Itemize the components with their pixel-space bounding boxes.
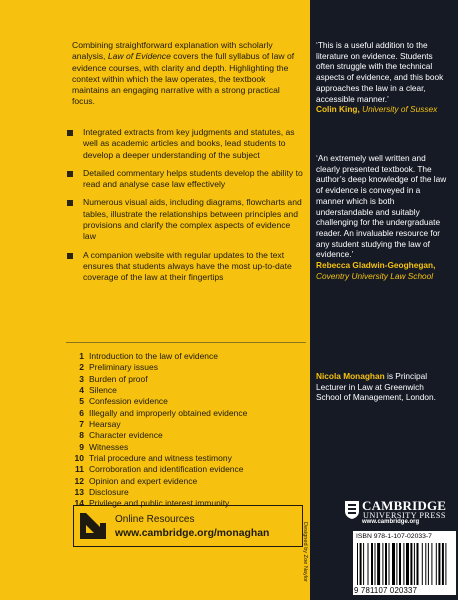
isbn-label: ISBN 978-1-107-02033-7	[356, 533, 432, 540]
barcode-digits: 9 781107 020337	[354, 586, 418, 595]
chapter-title: Introduction to the law of evidence	[89, 351, 218, 361]
review-quote	[316, 153, 450, 281]
chapter-number: 8	[79, 430, 84, 441]
table-of-contents	[70, 351, 306, 510]
online-resources-label: Online Resources	[115, 514, 195, 525]
contents-item	[70, 476, 306, 487]
feature-text: A companion website with regular updates to the text ensures that students always have the most up-to-date coverage of the law at their fingertips	[83, 249, 292, 283]
chapter-number: 11	[75, 464, 84, 475]
contents-item	[70, 396, 306, 407]
chapter-title: Burden of proof	[89, 373, 148, 384]
author-name: Nicola Monaghan	[316, 371, 385, 381]
feature-item	[66, 197, 304, 242]
chapter-title: Silence	[89, 385, 117, 396]
feature-item	[66, 168, 304, 191]
author-bio-text: is Principal Lecturer in Law at Greenwich School of Management, London.	[316, 371, 436, 403]
intro-text-1: Combining straightforward explanation with scholarly analysis,	[72, 40, 273, 62]
contents-item	[70, 430, 306, 441]
contents-item	[70, 385, 306, 396]
chapter-title: Disclosure	[89, 487, 129, 498]
chapter-title: Corroboration and identification evidence	[89, 464, 244, 475]
chapter-number: 5	[79, 396, 84, 407]
chapter-title: Character evidence	[89, 430, 163, 441]
contents-item	[70, 351, 306, 362]
chapter-number: 12	[74, 475, 84, 486]
reviewer-name: Colin King	[316, 104, 358, 115]
chapter-title: Illegally and improperly obtained evidence	[89, 407, 248, 418]
chapter-number: 9	[79, 441, 84, 452]
chapter-number: 7	[79, 419, 84, 430]
chapter-title: Opinion and expert evidence	[89, 475, 198, 486]
designer-credit: Designed by Zoe Naylor	[302, 522, 308, 583]
review-quote	[316, 40, 450, 115]
chapter-title: Privilege and public interest immunity	[89, 498, 230, 509]
chapter-title: Trial procedure and witness testimony	[89, 453, 232, 464]
review-text: ‘This is a useful addition to the literature on evidence. Students often struggle with the technical aspects of evidence, and this book approaches the law in a clear, accessible manner.’	[316, 40, 444, 104]
barcode-panel	[353, 531, 456, 595]
chapter-number: 2	[79, 362, 84, 373]
author-bio	[316, 371, 450, 403]
feature-item	[66, 250, 304, 284]
feature-text: Integrated extracts from key judgments and statutes, as well as academic articles and books, lead students to develop a deeper understanding of the subject	[83, 127, 295, 160]
intro-text-2: covers the full syllabus of law of evidence courses, with clarity and depth. Highlighting the context within which the law operates, the textbook maintains an engaging narrative with a strong practical focus.	[72, 51, 295, 107]
publisher-subname: UNIVERSITY PRESS	[363, 511, 446, 520]
intro-paragraph	[72, 40, 304, 108]
publisher-name: CAMBRIDGE	[362, 498, 447, 513]
contents-item	[70, 374, 306, 385]
intro-book-title: Law of Evidence	[107, 51, 171, 62]
chapter-title: Preliminary issues	[89, 362, 158, 373]
publisher-url[interactable]: www.cambridge.org	[362, 519, 420, 525]
chapter-number: 14	[74, 498, 84, 509]
chapter-number: 6	[79, 407, 84, 418]
square-bullet-icon	[67, 171, 73, 177]
contents-item	[70, 419, 306, 430]
review-text: ‘An extremely well written and clearly presented textbook. The author’s deep knowledge of the law of evidence is conveyed in a manner which is both understandable and suitably challenging for the undergraduate reader. An invaluable resource for any student studying the law of evidence.’	[316, 153, 447, 260]
contents-item	[70, 442, 306, 453]
reviewer-separator: ,	[357, 104, 363, 115]
square-bullet-icon	[67, 253, 73, 259]
arrow-icon	[79, 512, 107, 540]
online-resources-box[interactable]	[73, 505, 303, 547]
reviewer-affiliation: Coventry University Law School	[316, 270, 434, 281]
contents-item	[70, 487, 306, 498]
reviewer-affiliation: University of Sussex	[362, 104, 438, 115]
chapter-title: Witnesses	[89, 441, 129, 452]
section-divider	[66, 342, 306, 343]
reviewer-name: Rebecca Gladwin-Geoghegan	[316, 260, 434, 271]
barcode-icon	[357, 543, 449, 585]
chapter-number: 3	[79, 373, 84, 384]
online-resources-link[interactable]: www.cambridge.org/monaghan	[115, 528, 270, 539]
chapter-number: 13	[74, 487, 84, 498]
square-bullet-icon	[67, 130, 73, 136]
chapter-number: 1	[79, 351, 84, 361]
chapter-number: 10	[74, 453, 84, 464]
feature-text: Detailed commentary helps students develop the ability to read and analyse case law effectively	[83, 167, 303, 190]
contents-item	[70, 408, 306, 419]
chapter-title: Confession evidence	[89, 396, 168, 407]
contents-item	[70, 453, 306, 464]
crest-icon	[344, 500, 360, 520]
feature-list	[66, 127, 304, 291]
feature-item	[66, 127, 304, 161]
reviewer-separator: ,	[433, 260, 436, 271]
feature-text: Numerous visual aids, including diagrams, flowcharts and tables, illustrate the relationships between principles and provisions and clarify the complex aspects of evidence law	[83, 197, 302, 242]
chapter-number: 4	[79, 385, 84, 396]
square-bullet-icon	[67, 200, 73, 206]
contents-item	[70, 464, 306, 475]
contents-item	[70, 362, 306, 373]
chapter-title: Hearsay	[89, 419, 121, 430]
